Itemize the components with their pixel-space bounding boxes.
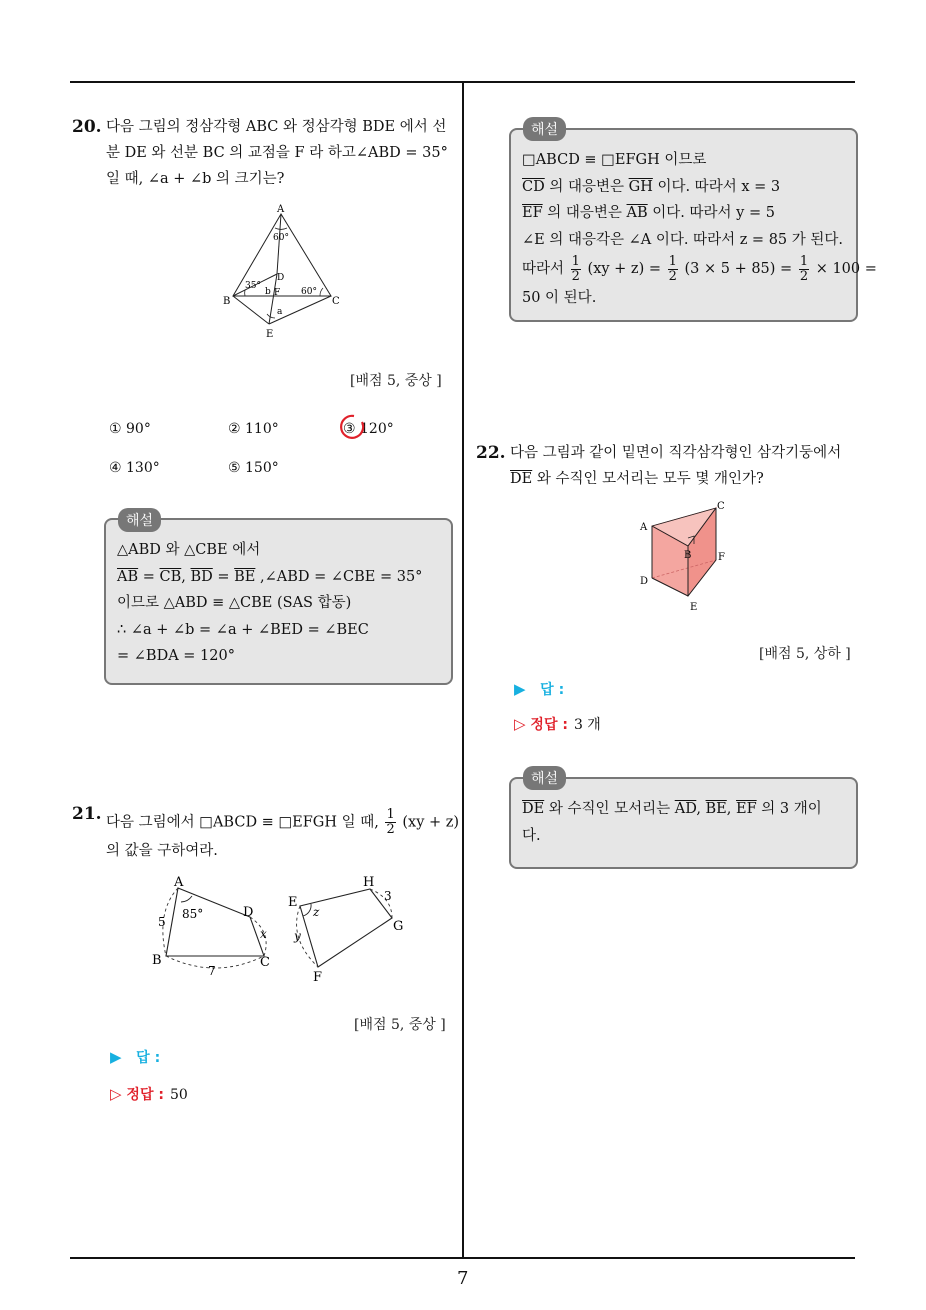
fig20-angle-top: 60° xyxy=(273,233,289,243)
solution-21-line4: ∠E 의 대응각은 ∠A 이다. 따라서 z = 85 가 된다. xyxy=(522,231,843,248)
fig21-label-d: D xyxy=(243,905,254,920)
choice-2[interactable]: ② 110° xyxy=(228,421,279,437)
fig21-label-c: C xyxy=(260,955,270,970)
question-21-correct-line: ▷ 정답 : 50 xyxy=(110,1085,188,1103)
choice-1[interactable]: ① 90° xyxy=(109,421,151,437)
question-21-line2: 의 값을 구하여라. xyxy=(106,843,218,859)
question-21-line1: 다음 그림에서 □ABCD ≡ □EFGH 일 때, $\frac{1}{2}$ (xy + z) xyxy=(106,807,460,837)
solution-20-line1: △ABD 와 △CBE 에서 xyxy=(117,542,261,558)
fig21-label-b: B xyxy=(152,953,162,968)
solution-21-line3: $\overline{EF}$ 의 대응변은 $\overline{AB}$ 이다. 따라서 y = 5 xyxy=(522,205,775,221)
fig20-label-b: B xyxy=(223,296,231,307)
fig21-angle-z: z xyxy=(313,905,320,919)
fig20-angle-b: 35° xyxy=(245,281,261,291)
fig21-label-h: H xyxy=(363,875,375,890)
solution-20-line2: $\overline{AB} = \overline{CB}$, $\overline{BD} = \overline{BE}$ ,∠ABD = ∠CBE = 35° xyxy=(117,568,423,585)
solution-22-line1: $\overline{DE}$ 와 수직인 모서리는 $\overline{AD}$, $\overline{BE}$, $\overline{EF}$ 의 3 개이 xyxy=(522,801,822,817)
selected-answer-circle-icon xyxy=(336,412,366,442)
question-21-figure xyxy=(148,872,418,987)
fig21-side-7: 7 xyxy=(208,964,216,978)
fig21-side-3: 3 xyxy=(384,889,392,903)
fig21-side-5: 5 xyxy=(158,915,166,929)
fig20-label-e: E xyxy=(266,329,274,340)
question-21-number: 21. xyxy=(72,804,102,824)
outline-play-icon: ▷ xyxy=(110,1085,122,1103)
choice-4[interactable]: ④ 130° xyxy=(109,460,160,476)
solution-21-tag: 해설 xyxy=(523,117,566,141)
fig22-label-c: C xyxy=(717,501,725,512)
fig20-label-a: A xyxy=(277,204,285,215)
solution-22-box xyxy=(509,777,858,869)
question-22-line2: $\overline{DE}$ 와 수직인 모서리는 모두 몇 개인가? xyxy=(510,471,764,487)
outline-play-icon: ▷ xyxy=(514,715,526,733)
fig22-label-f: F xyxy=(718,552,725,563)
solution-22-line2: 다. xyxy=(522,827,541,844)
fig22-label-e: E xyxy=(690,602,698,613)
solution-20-line3: 이므로 △ABD ≡ △CBE (SAS 합동) xyxy=(117,595,352,611)
column-divider xyxy=(462,81,464,1259)
solution-20-box xyxy=(104,518,453,685)
bottom-rule xyxy=(70,1257,855,1259)
solution-21-line1: □ABCD ≡ □EFGH 이므로 xyxy=(522,152,707,168)
solution-21-line2: $\overline{CD}$ 의 대응변은 $\overline{GH}$ 이다. 따라서 x = 3 xyxy=(522,178,781,195)
question-20-number: 20. xyxy=(72,117,102,137)
play-icon: ▶ xyxy=(110,1048,122,1066)
question-22-score: [배점 5, 상하 ] xyxy=(759,646,851,662)
question-20-figure xyxy=(215,200,345,345)
fig22-label-b: B xyxy=(684,550,692,561)
fig20-label-small-a: a xyxy=(277,307,283,317)
choice-5[interactable]: ⑤ 150° xyxy=(228,460,279,476)
question-20-line1: 다음 그림의 정삼각형 ABC 와 정삼각형 BDE 에서 선 xyxy=(106,119,447,135)
solution-20-tag: 해설 xyxy=(118,508,161,532)
solution-21-line6: 50 이 된다. xyxy=(522,290,597,306)
fig21-label-e: E xyxy=(288,895,298,910)
question-22-number: 22. xyxy=(476,443,506,463)
question-22-line1: 다음 그림과 같이 밑면이 직각삼각형인 삼각기둥에서 xyxy=(510,445,842,461)
choice-3[interactable]: ③ 120° xyxy=(343,421,394,437)
question-20-line3: 일 때, ∠a + ∠b 의 크기는? xyxy=(106,171,285,187)
solution-21-line5: 따라서 $\frac{1}{2}$ (xy + z) = $\frac{1}{2}$ (3 × 5 + 85) = $\frac{1}{2}$ × 100 = xyxy=(522,253,877,284)
page-number: 7 xyxy=(457,1268,469,1289)
question-21-score: [배점 5, 중상 ] xyxy=(354,1017,446,1033)
question-22-correct-value: 3 개 xyxy=(573,717,601,733)
question-20-score: [배점 5, 중상 ] xyxy=(350,373,442,389)
solution-20-line5: = ∠BDA = 120° xyxy=(117,648,235,664)
fig21-side-x: x xyxy=(260,927,267,941)
fig21-label-g: G xyxy=(393,919,404,934)
question-22-correct-line: ▷ 정답 : 3 개 xyxy=(514,715,601,733)
solution-21-box xyxy=(509,128,877,322)
question-21-fraction: $\frac{1}{2}$ xyxy=(386,807,395,837)
question-21-correct-value: 50 xyxy=(169,1087,188,1103)
play-icon: ▶ xyxy=(514,680,526,698)
fig21-label-f: F xyxy=(313,970,323,985)
fig20-label-f: F xyxy=(274,288,281,298)
fig20-label-d: D xyxy=(277,273,285,283)
fig20-angle-c: 60° xyxy=(301,287,317,297)
fig21-angle: 85° xyxy=(182,907,204,921)
question-20-text xyxy=(106,114,448,192)
question-20-line2: 분 DE 와 선분 BC 의 교점을 F 라 하고∠ABD = 35° xyxy=(106,145,448,161)
fig21-label-a: A xyxy=(174,875,184,890)
fig22-label-a: A xyxy=(640,522,648,533)
fig20-label-c: C xyxy=(332,296,340,307)
fig22-label-d: D xyxy=(640,576,649,587)
solution-20-line4: ∴ ∠a + ∠b = ∠a + ∠BED = ∠BEC xyxy=(117,621,369,638)
question-22-answer-line: ▶ 답 : xyxy=(514,680,565,698)
question-21-answer-line: ▶ 답 : xyxy=(110,1048,161,1066)
question-22-figure xyxy=(636,498,736,616)
solution-22-tag: 해설 xyxy=(523,766,566,790)
fig21-side-y: y xyxy=(294,929,301,943)
fig20-label-small-b: b xyxy=(265,287,271,297)
